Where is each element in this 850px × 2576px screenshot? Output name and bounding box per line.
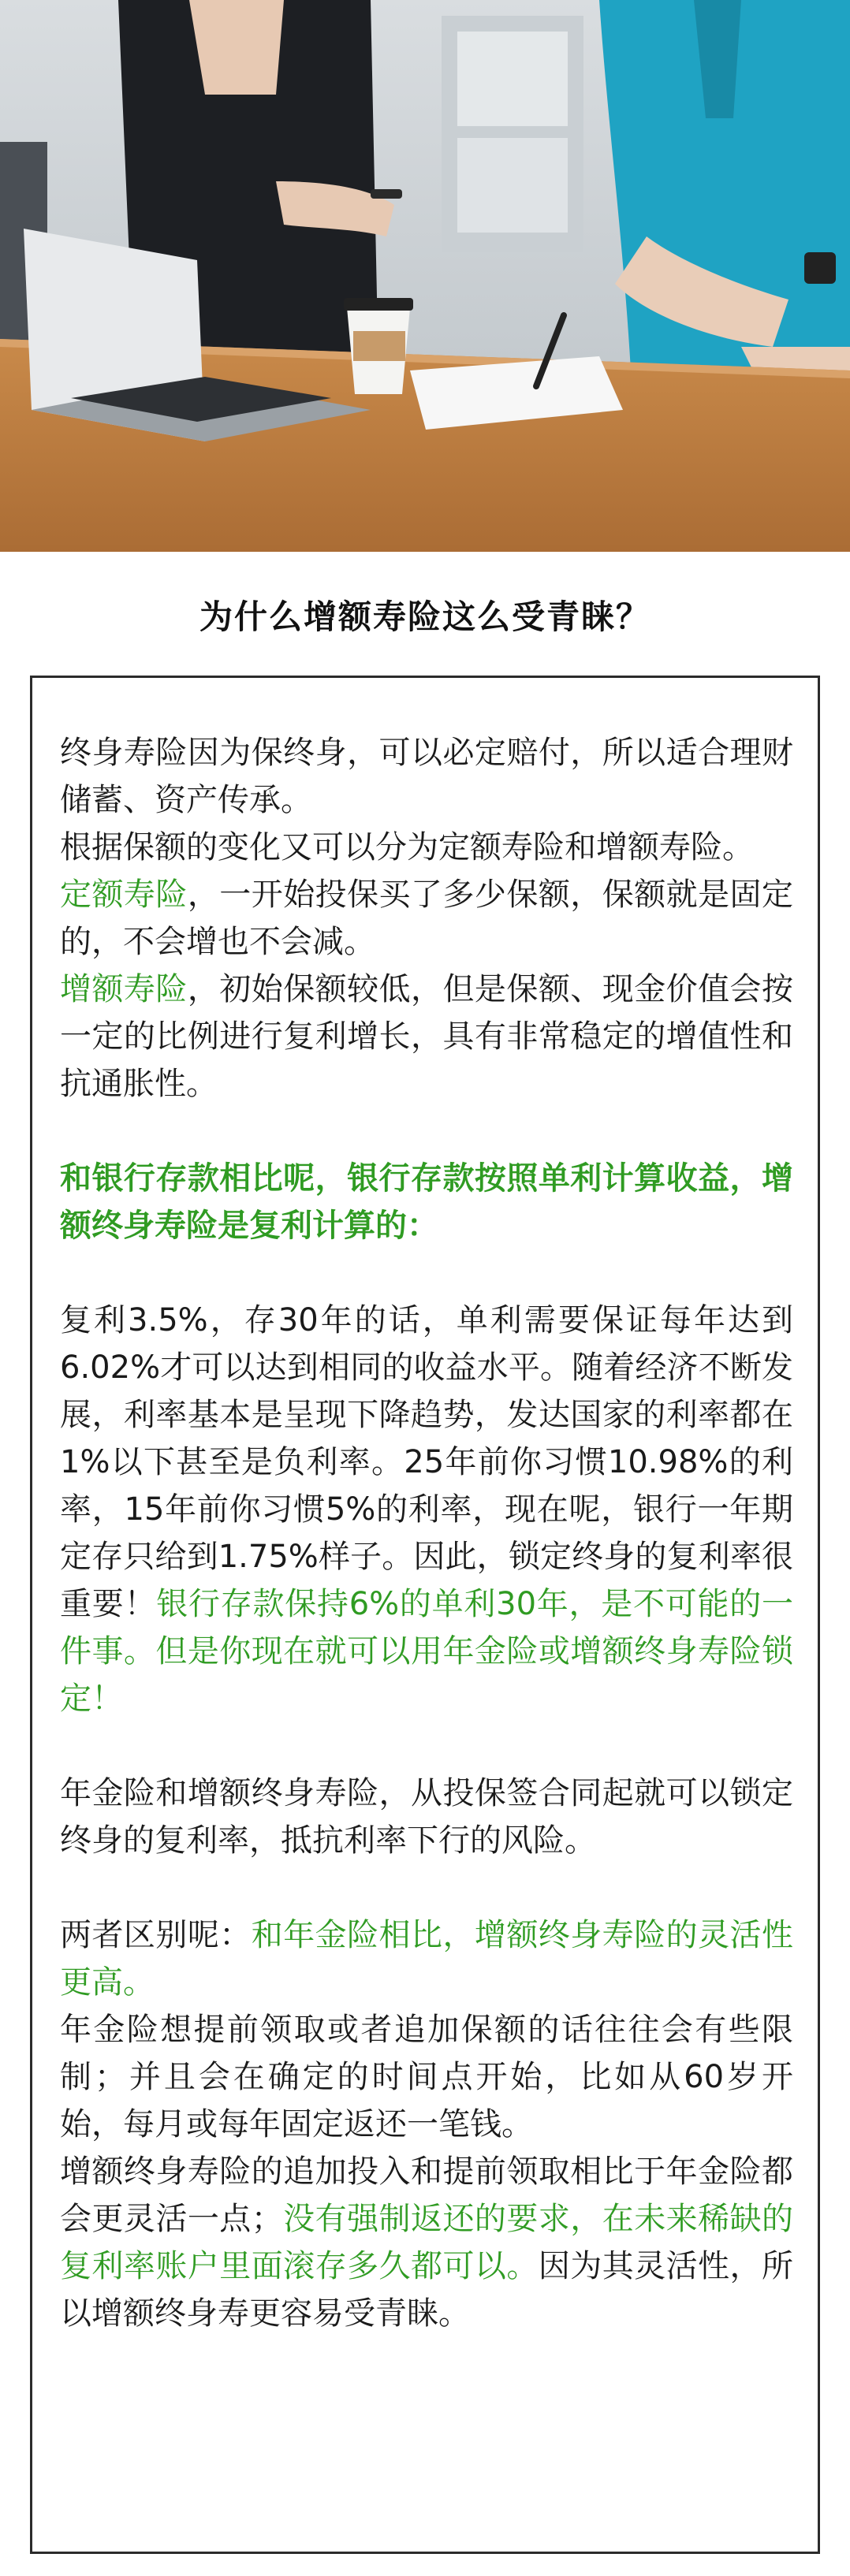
body-text: 增额终身寿险的追加投入和提前领取相比于年金险都会更灵活一点； xyxy=(60,2153,793,2237)
paragraph-spacer xyxy=(60,1107,793,1155)
paragraph-spacer xyxy=(60,1722,793,1770)
body-text: ，一开始投保买了多少保额，保额就是固定的，不会增也不会减。 xyxy=(60,877,794,960)
article-card xyxy=(30,676,820,2554)
paragraph xyxy=(60,2006,793,2148)
paragraph-spacer xyxy=(60,1864,793,1912)
highlight-text: 和银行存款相比呢，银行存款按照单利计算收益，增额终身寿险是复利计算的： xyxy=(60,1160,793,1244)
paragraph xyxy=(60,871,793,966)
body-text: 两者区别呢： xyxy=(60,1917,252,1953)
paragraph xyxy=(60,1297,793,1722)
paragraph xyxy=(60,1770,793,1864)
paragraph xyxy=(60,2148,793,2337)
highlight-text: 没有强制返还的要求，在未来稀缺的复利率账户里面滚存多久都可以。 xyxy=(60,2201,794,2284)
body-text: 年金险和增额终身寿险，从投保签合同起就可以锁定终身的复利率，抵抗利率下行的风险。 xyxy=(60,1775,793,1859)
hero-photo xyxy=(0,0,850,569)
body-text: 年金险想提前领取或者追加保额的话往往会有些限制；并且会在确定的时间点开始，比如从60岁开始，每月或每年固定返还一笔钱。 xyxy=(60,2012,793,2142)
highlight-text: 银行存款保持6%的单利30年，是不可能的一件事。但是你现在就可以用年金险或增额终身寿险锁定！ xyxy=(60,1586,793,1717)
highlight-text: 增额寿险 xyxy=(60,971,188,1007)
body-text: 因为其灵活性，所以增额终身寿更容易受青睐。 xyxy=(60,2248,794,2332)
paragraph xyxy=(60,729,793,824)
article-body xyxy=(60,729,793,2337)
highlight-text: 和年金险相比，增额终身寿险的灵活性更高。 xyxy=(60,1917,794,2001)
paragraph xyxy=(60,1912,793,2006)
body-text: ，初始保额较低，但是保额、现金价值会按一定的比例进行复利增长，具有非常稳定的增值性和抗通胀性。 xyxy=(60,971,794,1102)
body-text: 终身寿险因为保终身，可以必定赔付，所以适合理财储蓄、资产传承。 xyxy=(60,735,793,818)
body-text: 根据保额的变化又可以分为定额寿险和增额寿险。 xyxy=(60,829,754,865)
highlight-text: 定额寿险 xyxy=(60,877,188,913)
paragraph xyxy=(60,824,793,871)
page-title: 为什么增额寿险这么受青睐？ xyxy=(199,597,651,636)
paragraph xyxy=(60,966,793,1107)
paragraph xyxy=(60,1155,793,1249)
body-text: 复利3.5%，存30年的话，单利需要保证每年达到6.02%才可以达到相同的收益水平。随着经济不断发展，利率基本是呈现下降趋势，发达国家的利率都在1%以下甚至是负利率。25年前你习惯10.98%的利率，15年前你习惯5%的利率，现在呢，银行一年期定存只给到1.75%样子。因此，锁定终身的复利率很重要！ xyxy=(60,1302,793,1622)
paragraph-spacer xyxy=(60,1249,793,1297)
